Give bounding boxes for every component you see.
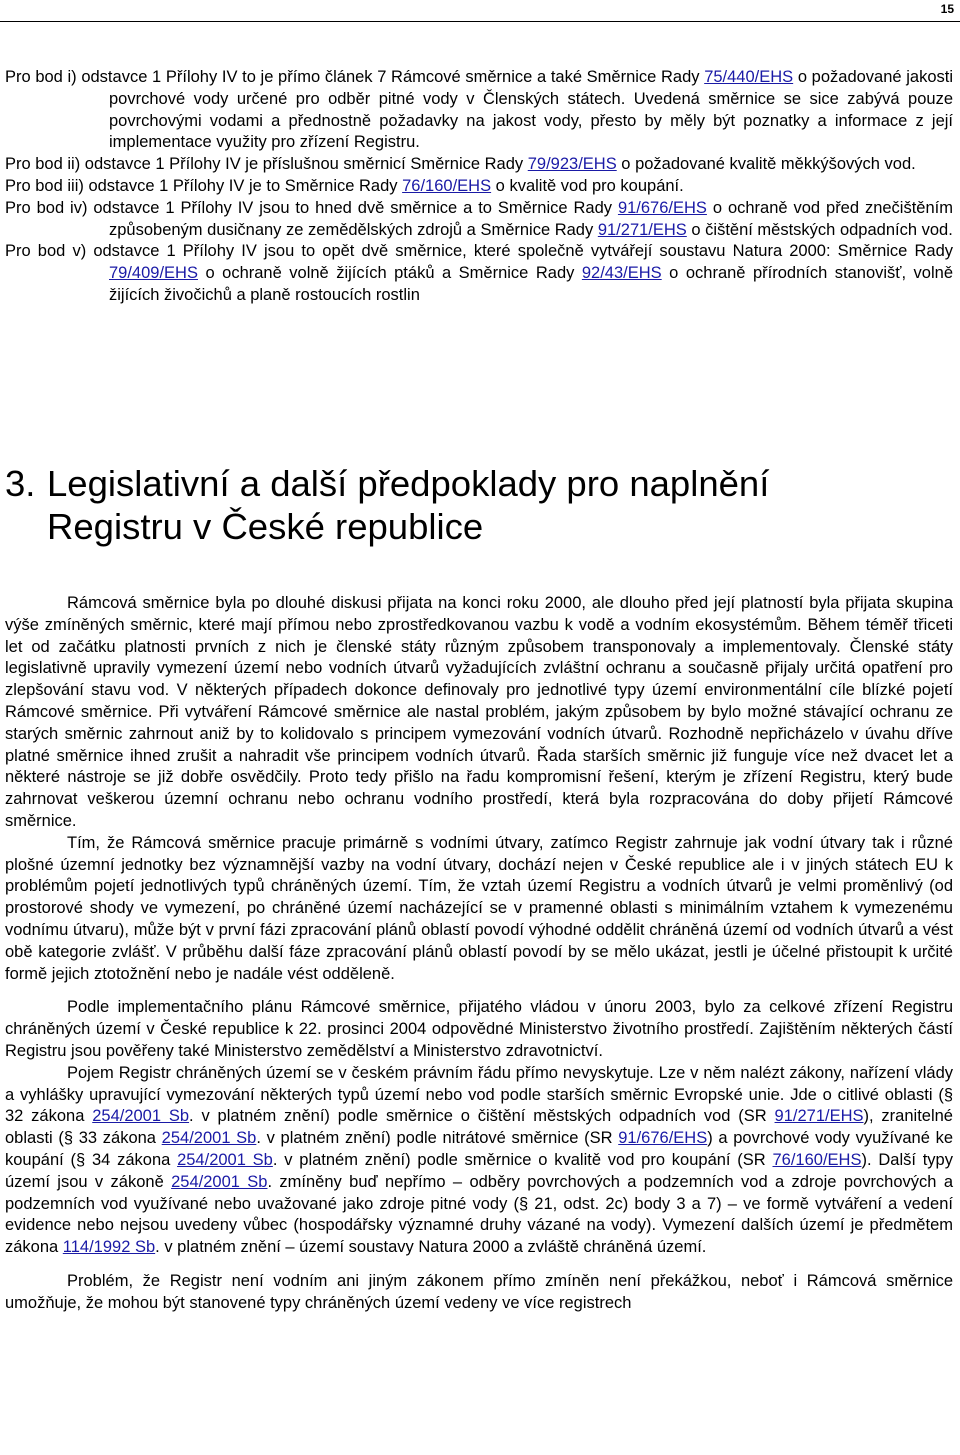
text-run: . v platném znění) podle směrnice o čištění městských odpadních vod (SR (189, 1107, 775, 1126)
body-paragraph (5, 1063, 953, 1259)
text-run: Pro bod v) odstavce 1 Přílohy IV jsou to opět dvě směrnice, které společně vytvářejí soustavu Natura 2000: Směrnice Rady (5, 242, 953, 261)
legislation-link[interactable]: 76/160/EHS (402, 176, 492, 195)
text-run: Pro bod iv) odstavce 1 Přílohy IV jsou to hned dvě směrnice a to Směrnice Rady (5, 198, 618, 217)
section-title-line-2: Registru v České republice (47, 506, 484, 547)
legislation-link[interactable]: 114/1992 Sb (62, 1238, 156, 1257)
section-number: 3. (5, 463, 36, 504)
text-run: Pro bod ii) odstavce 1 Přílohy IV je příslušnou směrnicí Směrnice Rady (5, 155, 528, 174)
annex-item (5, 154, 953, 176)
text-run: o ochraně přírodních stanovišť, volně žijících živočichů a planě rostoucích rostlin (109, 264, 954, 304)
legislation-link[interactable]: 91/676/EHS (618, 1129, 708, 1148)
legislation-link[interactable]: 254/2001 Sb (177, 1150, 273, 1169)
text-run: . v platném znění) podle směrnice o kvalitě vod pro koupání (SR (272, 1150, 773, 1169)
text-run: Podle implementačního plánu Rámcové směrnice, přijatého vládou v únoru 2003, bylo za celkové zřízení Registru chráněných území v České republice k 22. prosinci 2004 odpovědné Ministerstvo životního prostředí. Zajištěním některých částí Registru jsou pověřeny také Ministerstvo zemědělství a Ministerstvo zdravotnictví. (5, 998, 953, 1060)
annex-item (5, 176, 953, 198)
body-paragraph (5, 833, 953, 986)
annex-item (5, 241, 953, 306)
text-run: Problém, že Registr není vodním ani jiným zákonem přímo zmíněn není překážkou, neboť i Rámcová směrnice umožňuje, že mohou být stanovené typy chráněných území vedeny ve více registrech (5, 1271, 953, 1312)
legislation-link[interactable]: 254/2001 Sb (171, 1172, 268, 1191)
text-run: o kvalitě vod pro koupání. (491, 176, 684, 195)
section-heading (5, 462, 769, 548)
legislation-link[interactable]: 254/2001 Sb (161, 1129, 257, 1148)
legislation-link[interactable]: 75/440/EHS (704, 68, 794, 86)
legislation-link[interactable]: 254/2001 Sb (92, 1107, 190, 1126)
text-run: ) a povrchové vody využívané ke koupání (§ 34 zákona (5, 1129, 954, 1169)
text-run: Pojem Registr chráněných území se v českém právním řádu přímo nevyskytuje. Lze v něm nalézt zákony, nařízení vlády a vyhlášky upravující vymezování některých typů území nebo vod podle starších směrnic Evropské unie. Jde o citlivé oblasti (§ 32 zákona (5, 1063, 953, 1126)
body-paragraph (5, 593, 953, 833)
body-paragraph (5, 1271, 953, 1315)
text-run: . v platném znění) podle nitrátové směrnice (SR (256, 1129, 619, 1148)
text-run: o ochraně vod před znečištěním způsobeným dusičnany ze zemědělských zdrojů a Směrnice Rady (109, 198, 953, 239)
header-rule (0, 21, 960, 22)
text-run: o požadované kvalitě měkkýšových vod. (616, 155, 916, 174)
annex-item (5, 198, 953, 242)
legislation-link[interactable]: 76/160/EHS (772, 1150, 862, 1169)
legislation-link[interactable]: 91/271/EHS (597, 220, 687, 239)
text-run: Rámcová směrnice byla po dlouhé diskusi přijata na konci roku 2000, ale dlouho před její platností byla přijata skupina výše zmíněných směrnic, které mají přímou nebo zprostředkovanou vazbu k vodě a vodním ekosystémům. Během téměř třiceti let od začátku platnosti prvních z nich je členské státy různým způsobem transponovaly a implementovaly. Členské státy legislativně upravily vymezení území nebo vodních útvarů vyžadujících zvláštní ochranu a současně přijaly určitá opatření pro zlepšování stavu vod. V některých případech dokonce definovaly pro jednotlivé typy území environmentální cíle blízké pojetí Rámcové směrnice. Při vytváření Rámcové směrnice ale nastal problém, jakým způsobem by bylo možné stávající ochranu ze starých směrnic zahrnout aniž by to kolidovalo s principem vymezování vodních útvarů. Rozhodně nepřicházelo v úvahu dříve platné směrnice ihned zrušit a nahradit vše principem vodních útvarů. Řada starších směrnic již funguje více než dvacet let a některé nástroje se již dobře osvědčily. Proto tedy přišlo na řadu kompromisní řešení, kterým je zřízení Registru, který bude zahrnovat veškerou územní ochranu nebo ochranu vodního prostředí, která byla rozpracována do doby přijetí Rámcové směrnice. (5, 594, 953, 830)
page-number: 15 (940, 2, 954, 16)
text-run: . v platném znění – území soustavy Natura 2000 a zvláště chráněná území. (155, 1238, 707, 1257)
text-run: o ochraně volně žijících ptáků a Směrnice Rady (197, 264, 582, 283)
section-body (5, 593, 953, 1315)
legislation-link[interactable]: 91/676/EHS (617, 198, 707, 217)
text-run: Tím, že Rámcová směrnice pracuje primárně s vodními útvary, zatímco Registr zahrnuje jak vodní útvary tak i různé plošné územní jednotky bez významnější vazby na vodní útvary, dochází nejen v České republice ale i v jiných státech EU k problémům pojetí jednotlivých typů chráněných území. Tím, že vztah území Registru a vodních útvarů je velmi proměnlivý (od prostorové shody ve vymezení, po chráněné území nacházející se v pramenné oblasti s minimálním vztahem k vymezenému vodnímu útvaru), může být v první fázi zpracování plánů oblastí povodí výhodné oddělit chráněná území od vodních útvarů a vést obě kategorie zvlášť. V průběhu další fáze zpracování plánů oblastí povodí by se mělo ukázat, jestli je účelné přistoupit k určité formě jejich ztotožnění nebo je nadále vést odděleně. (5, 833, 953, 983)
text-run: o požadované jakosti povrchové vody určené pro odběr pitné vody v Členských státech. Uvedená směrnice se sice zabývá pouze povrchovými vodami a přednostně požadavky na jakost vody, přesto by měly být poznatky a informace z její implementace využity pro zřízení Registru. (109, 68, 953, 152)
section-title-line-1: Legislativní a další předpoklady pro naplnění (47, 463, 770, 504)
text-run: Pro bod iii) odstavce 1 Přílohy IV je to Směrnice Rady (5, 176, 403, 195)
body-paragraph (5, 997, 953, 1062)
text-run: ), zranitelné oblasti (§ 33 zákona (5, 1107, 953, 1148)
legislation-link[interactable]: 92/43/EHS (581, 264, 662, 283)
text-run: Pro bod i) odstavce 1 Přílohy IV to je přímo článek 7 Rámcové směrnice a také Směrnice Rady (5, 68, 705, 86)
legislation-link[interactable]: 79/409/EHS (109, 264, 198, 283)
text-run: ). Další typy území jsou v zákoně (5, 1150, 953, 1191)
annex-item (5, 67, 953, 154)
text-run: . zmíněny buď nepřímo – odběry povrchových a podzemních vod a zdroje povrchových a podzemních vod využívané nebo uvažované jako zdroje pitné vody (§ 21, odst. 2c) body 3 a 7) – ve formě vytváření a vedení evidence nebo nejsou uvedeny vůbec (hospodářsky významné druhy vázané na vody). Vymezení dalších území je předmětem zákona (5, 1172, 954, 1257)
text-run: o čištění městských odpadních vod. (686, 220, 953, 239)
legislation-link[interactable]: 91/271/EHS (774, 1107, 864, 1126)
legislation-link[interactable]: 79/923/EHS (527, 155, 617, 174)
annex-items-list (5, 67, 953, 307)
